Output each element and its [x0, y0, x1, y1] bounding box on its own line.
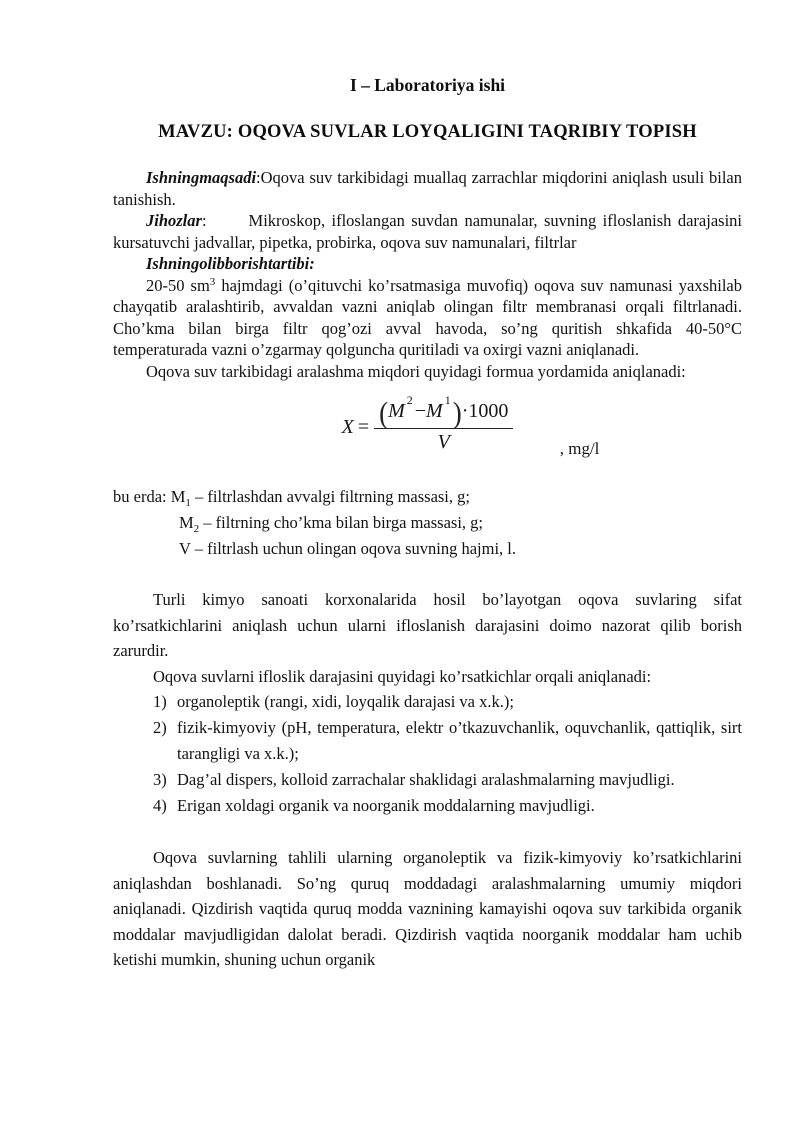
definition-v: [113, 536, 742, 562]
subject-heading: MAVZU: OQOVA SUVLAR LOYQALIGINI TAQRIBIY TOPISH: [158, 122, 697, 142]
def-v-text: – filtrlash uchun olingan oqova suvning hajmi, l.: [190, 539, 517, 558]
formula-equals: =: [357, 415, 370, 438]
formula-intro-paragraph: Oqova suv tarkibidagi aralashma miqdori quyidagi formua yordamida aniqlanadi:: [146, 361, 686, 381]
def-m2-text: – filtrning cho’kma bilan birga massasi, g;: [199, 513, 483, 532]
equipment-text: Mikroskop, ifloslangan suvdan namunalar, suvning ifloslanish darajasini kursatuvchi jadvallar, pipetka, probirka, oqova suv namunalari, filtrlar: [113, 211, 742, 252]
def-m1-symbol: M: [170, 487, 186, 506]
def-m2-symbol: M: [179, 513, 194, 532]
definition-m2: [113, 510, 742, 536]
equipment-colon: :: [201, 211, 207, 230]
quality-section: [113, 587, 742, 819]
procedure-label: Ishningolibborishtartibi:: [146, 254, 315, 273]
where-label: bu erda:: [113, 487, 167, 506]
list-item: [113, 715, 742, 767]
list-item-number: 3): [153, 770, 167, 789]
formula-m2: M: [388, 400, 405, 422]
equipment-label: Jihozlar: [146, 211, 202, 230]
purpose-colon: :: [256, 168, 261, 187]
open-paren: (: [379, 396, 389, 430]
intro-section: [113, 167, 742, 382]
formula-v: V: [437, 431, 450, 453]
formula-minus: −: [414, 400, 427, 422]
list-item: [113, 767, 742, 793]
purpose-label: Ishningmaqsadi: [146, 168, 257, 187]
analysis-section: [113, 845, 742, 973]
lab-work-heading: I – Laboratoriya ishi: [349, 75, 506, 95]
procedure-text-1: 20-50 sm: [146, 275, 210, 295]
analysis-paragraph: Oqova suvlarning tahlili ularning organoleptik va fizik-kimyoviy ko’rsatkichlarini aniqlashdan boshlanadi. So’ng quruq moddadagi aralashmalarning umumiy miqdori aniqlanadi. Qizdirish vaqtida quruq modda vaznining kamayishi oqova suv tarkibida organik moddalar mavjudligidan dalolat beradi. Qizdirish vaqtida noorganik moddalar ham uchib ketishi mumkin, shuning uchun organik: [113, 848, 742, 969]
indicators-list: [113, 689, 742, 819]
procedure-paragraph: [113, 275, 742, 361]
list-item-text: Erigan xoldagi organik va noorganik moddalarning mavjudligi.: [177, 796, 595, 815]
formula-block: [113, 393, 742, 458]
close-paren: ): [452, 396, 462, 430]
list-item-text: organoleptik (rangi, xidi, loyqalik darajasi va x.k.);: [177, 692, 514, 711]
def-m1-sub: 1: [185, 497, 191, 509]
purpose-paragraph: [113, 167, 742, 210]
equipment-paragraph: [113, 210, 742, 253]
formula-fraction: [374, 393, 513, 454]
formula-unit: , mg/l: [559, 439, 600, 458]
formula-numerator: ( M 2 − M 1 ) ·1000: [379, 393, 509, 430]
list-item-text: fizik-kimyoviy (pH, temperatura, elektr o’tkazuvchanlik, oquvchanlik, qattiqlik, sirt tarangligi va x.k.);: [177, 718, 742, 763]
formula-m1: M: [426, 400, 443, 422]
list-item-number: 1): [153, 692, 167, 711]
def-m1-text: – filtrlashdan avvalgi filtrning massasi, g;: [190, 487, 470, 506]
procedure-label-line: [113, 253, 742, 275]
list-item-text: Dag’al dispers, kolloid zarrachalar shaklidagi aralashmalarning mavjudligi.: [177, 770, 675, 789]
purpose-text: Oqova suv tarkibidagi muallaq zarrachlar miqdorini aniqlash usuli bilan tanishish.: [113, 168, 742, 209]
definition-m1: [113, 484, 742, 510]
def-m2-sub: 2: [193, 523, 200, 535]
list-item: [113, 793, 742, 819]
quality-paragraph: Turli kimyo sanoati korxonalarida hosil bo’layotgan oqova suvlaring sifat ko’rsatkichlarini aniqlash uchun ularni ifloslanish darajasini doimo nazorat qilib borish zarurdir.: [113, 590, 742, 660]
formula-denominator: [374, 428, 513, 454]
def-v-symbol: V: [179, 539, 191, 558]
indicators-paragraph: Oqova suvlarni ifloslik darajasini quyidagi ko’rsatkichlar orqali aniqlanadi:: [153, 666, 652, 686]
list-item-number: 2): [153, 718, 167, 737]
procedure-text-2: hajmdagi (o’qituvchi ko’rsatmasiga muvofiq) oqova suv namunasi yaxshilab chayqatib aralashtirib, avvaldan vazni aniqlab olingan filtr membranasi orqali filtrlanadi. Cho’kma bilan birga filtr qog’ozi avval havoda, so’ng quritish shkafida 40-50°C temperaturada vazni o’zgarmay qolguncha quritiladi va oxirgi vazni aniqlanadi.: [113, 275, 742, 359]
formula-mult-1000: ·1000: [461, 400, 509, 422]
cubic-superscript: 3: [209, 275, 216, 288]
list-item: [113, 689, 742, 715]
formula-equation: [341, 393, 600, 458]
formula-lhs: X: [341, 415, 354, 438]
definitions-section: [113, 484, 742, 562]
list-item-number: 4): [153, 796, 167, 815]
